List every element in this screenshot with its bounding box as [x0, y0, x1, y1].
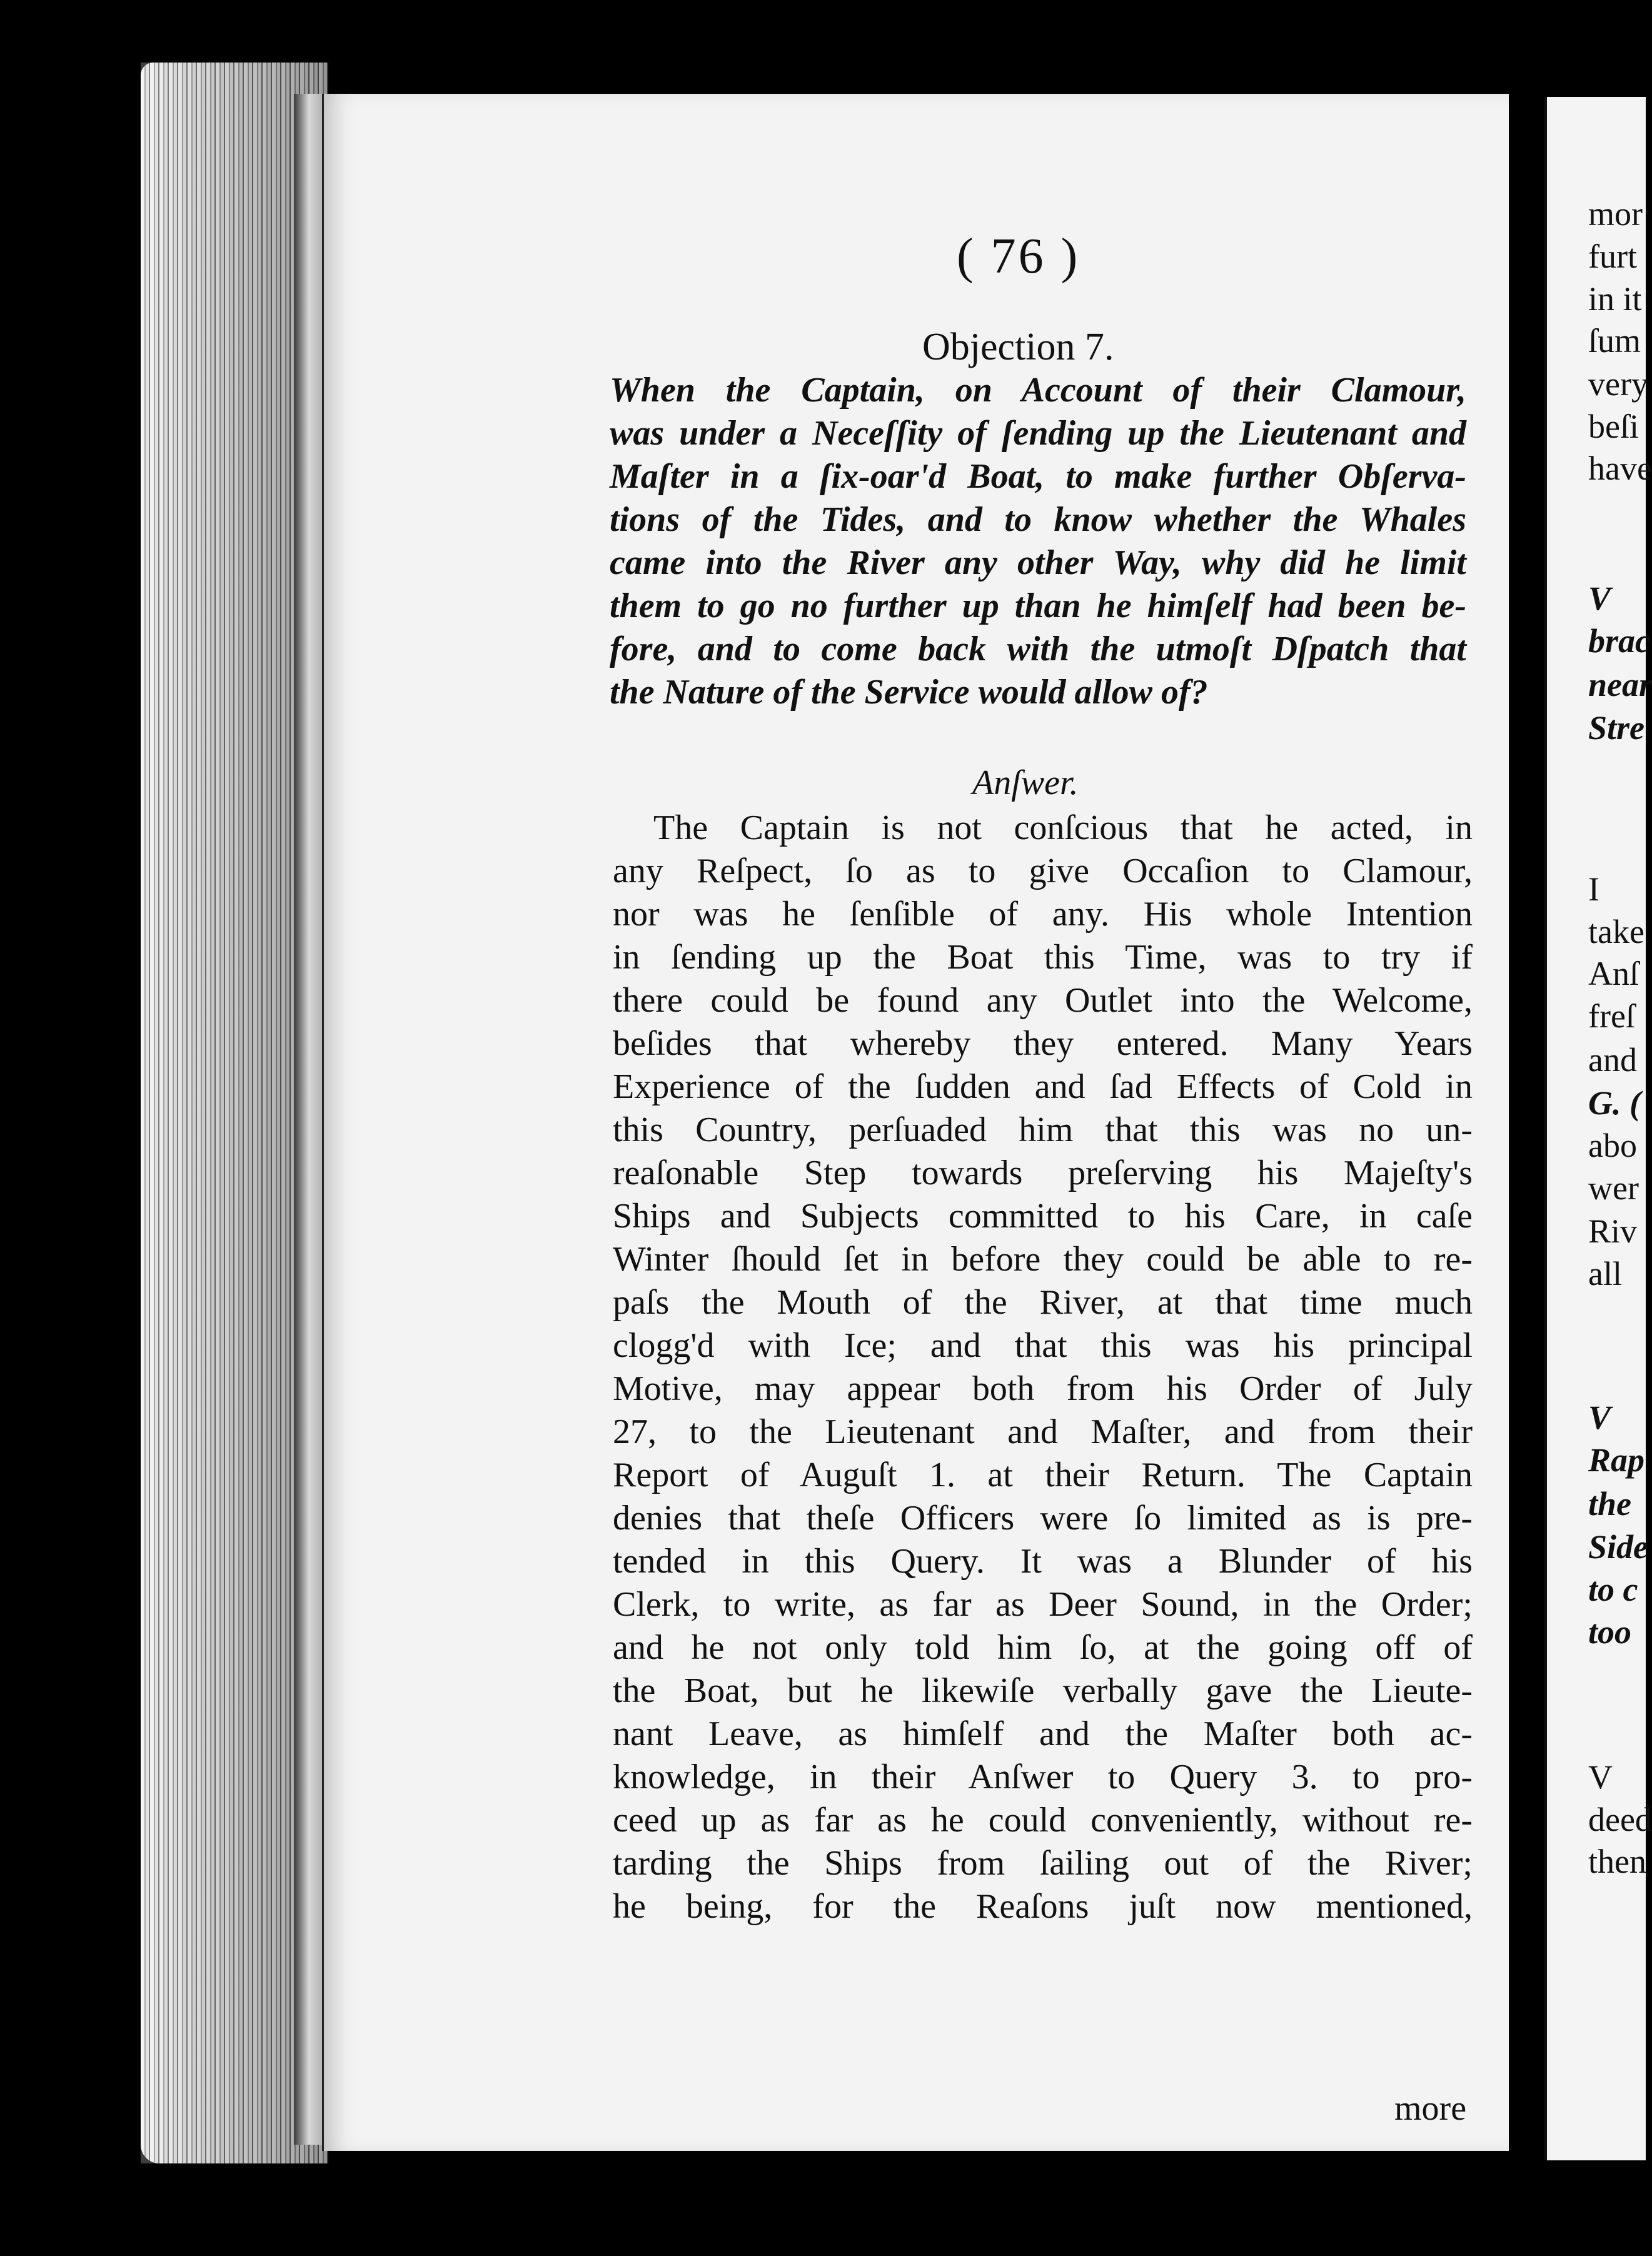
facing-page-text-fragment: Anſ	[1588, 955, 1639, 992]
answer-line: ceed up as far as he could conveniently, without re-	[613, 1801, 1473, 1840]
facing-page-text-fragment: mor	[1588, 195, 1643, 233]
answer-line: Winter ſhould ſet in before they could be able to re-	[613, 1240, 1473, 1279]
answer-line: denies that theſe Officers were ſo limited as is pre-	[613, 1499, 1473, 1538]
answer-heading: Anſwer.	[972, 763, 1079, 802]
objection-text	[610, 369, 1466, 714]
answer-line: this Country, perſuaded him that this was no un-	[613, 1110, 1473, 1149]
facing-page-text-fragment: Stre	[1588, 709, 1645, 747]
facing-page-text-fragment: very	[1588, 365, 1648, 403]
facing-page-text-fragment: Rap	[1588, 1441, 1645, 1479]
answer-line: Ships and Subjects committed to his Care, in caſe	[613, 1197, 1473, 1236]
answer-line: tended in this Query. It was a Blunder of his	[613, 1542, 1473, 1581]
facing-page-text-fragment: V	[1588, 580, 1611, 617]
page-number: ( 76 )	[957, 229, 1080, 284]
objection-line: Maſter in a ſix-oar'd Boat, to make further Obſerva-	[610, 457, 1466, 496]
answer-line: Experience of the ſudden and ſad Effects of Cold in	[613, 1067, 1473, 1106]
facing-page-text-fragment: near	[1588, 666, 1652, 703]
catchword: more	[1394, 2089, 1467, 2128]
answer-line: nor was he ſenſible of any. His whole Intention	[613, 895, 1473, 934]
facing-page-text-fragment: furt	[1588, 238, 1637, 275]
facing-page-text-fragment: Side	[1588, 1528, 1649, 1566]
facing-page-text-fragment: to c	[1588, 1571, 1638, 1608]
facing-page-text-fragment: in it	[1588, 280, 1642, 318]
answer-line: he being, for the Reaſons juſt now mentioned,	[613, 1887, 1473, 1926]
objection-line: When the Captain, on Account of their Clamour,	[610, 371, 1466, 410]
answer-line: tarding the Ships from ſailing out of the River;	[613, 1844, 1473, 1883]
objection-line: came into the River any other Way, why did he limit	[610, 543, 1466, 582]
answer-line: beſides that whereby they entered. Many Years	[613, 1024, 1473, 1063]
answer-line: the Boat, but he likewiſe verbally gave the Lieute-	[613, 1671, 1473, 1710]
answer-line: reaſonable Step towards preſerving his Majeſty's	[613, 1154, 1473, 1192]
objection-line: them to go no further up than he himſelf had been be-	[610, 587, 1466, 625]
facing-page-text-fragment: Riv	[1588, 1212, 1638, 1250]
objection-line: fore, and to come back with the utmoſt Dſpatch that	[610, 630, 1466, 668]
objection-line: tions of the Tides, and to know whether the Whales	[610, 500, 1466, 539]
facing-page-text-fragment: V	[1588, 1399, 1611, 1436]
facing-page-text-fragment: take	[1588, 913, 1644, 950]
facing-page-text-fragment: all	[1588, 1255, 1622, 1292]
answer-line: clogg'd with Ice; and that this was his principal	[613, 1326, 1473, 1365]
answer-line: nant Leave, as himſelf and the Maſter both ac-	[613, 1715, 1473, 1753]
facing-page-text-fragment: brac	[1588, 622, 1650, 660]
facing-page-text-fragment: I	[1588, 870, 1599, 908]
answer-line: and he not only told him ſo, at the going off of	[613, 1628, 1473, 1667]
answer-line: 27, to the Lieutenant and Maſter, and from their	[613, 1413, 1473, 1451]
objection-heading: Objection 7.	[922, 326, 1114, 368]
facing-page-text-fragment: beſi	[1588, 408, 1639, 445]
facing-page-text-fragment: have	[1588, 450, 1652, 487]
facing-page-text-fragment: freſ	[1588, 997, 1635, 1035]
answer-line: Motive, may appear both from his Order of July	[613, 1369, 1473, 1408]
objection-line: the Nature of the Service would allow of?	[610, 673, 1208, 712]
facing-page-text-fragment: V	[1588, 1758, 1613, 1796]
facing-page-text-fragment: deed	[1588, 1801, 1652, 1838]
facing-page-fragment	[1544, 97, 1652, 2160]
answer-line: any Reſpect, ſo as to give Occaſion to Clamour,	[613, 852, 1473, 890]
answer-line: Clerk, to write, as far as Deer Sound, in the Order;	[613, 1585, 1473, 1624]
answer-line: The Captain is not conſcious that he acted, in	[653, 808, 1473, 847]
answer-line: knowledge, in their Anſwer to Query 3. to pro-	[613, 1758, 1473, 1796]
facing-page-text-fragment: then	[1588, 1843, 1646, 1880]
facing-page-text-fragment: G. (	[1588, 1084, 1641, 1122]
facing-page-text-fragment: ſum	[1588, 322, 1641, 360]
answer-text	[613, 807, 1473, 1928]
answer-line: Report of Auguſt 1. at their Return. The Captain	[613, 1456, 1473, 1494]
facing-page-text-fragment: too	[1588, 1613, 1632, 1651]
facing-page-text-fragment: and	[1588, 1041, 1637, 1079]
facing-page-text-fragment: the	[1588, 1485, 1632, 1523]
facing-page-text-fragment: abo	[1588, 1127, 1637, 1164]
facing-page-text-fragment: wer	[1588, 1169, 1639, 1207]
answer-line: paſs the Mouth of the River, at that time much	[613, 1283, 1473, 1322]
answer-line: there could be found any Outlet into the Welcome,	[613, 981, 1473, 1020]
objection-line: was under a Neceſſity of ſending up the Lieutenant and	[610, 414, 1466, 453]
answer-line: in ſending up the Boat this Time, was to try if	[613, 938, 1473, 977]
